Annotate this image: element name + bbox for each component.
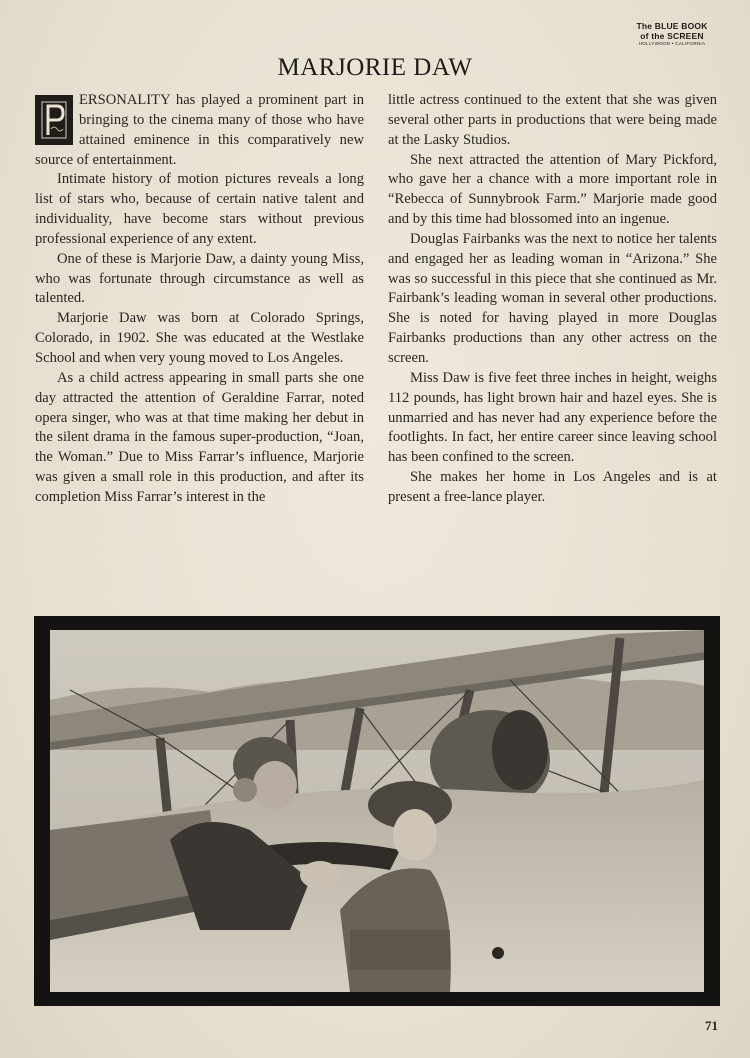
biplane-photo-icon: [50, 630, 704, 992]
masthead-logo: [632, 22, 712, 47]
paragraph: Marjorie Daw was born at Colorado Springs, Colorado, in 1902. She was educated at the Westlake School and when very young moved to Los Angeles.: [35, 310, 364, 366]
page-number: 71: [705, 1018, 718, 1033]
paragraph: As a child actress appearing in small parts she one day attracted the attention of Geraldine Farrar, noted opera singer, who was at that time making her debut in the silent drama in the famous super-production, “Joan, the Woman.” Due to Miss Farrar’s influence, Marjorie was given a small role in this production, and after its completion Miss Farrar’s interest in the: [35, 369, 364, 505]
masthead-line-2: of the SCREEN: [640, 30, 704, 41]
paragraph: She makes her home in Los Angeles and is at present a free-lance player.: [388, 469, 717, 505]
paragraph: Miss Daw is five feet three inches in height, weighs 112 pounds, has light brown hair and hazel eyes. She is unmarried and has never had any experience before the footlights. In fact, her entire career since leaving school has been confined to the screen.: [388, 369, 717, 466]
article-title: MARJORIE DAW: [277, 54, 473, 81]
paragraph: One of these is Marjorie Daw, a dainty young Miss, who was fortunate through circumstance as well as talented.: [35, 250, 364, 307]
masthead-line-1: The BLUE BOOK: [636, 21, 708, 31]
masthead-line-3: HOLLYWOOD • CALIFORNIA: [638, 41, 706, 46]
paragraph: little actress continued to the extent that she was given several other parts in productions that were being made at the Lasky Studios.: [388, 92, 717, 148]
right-column: [388, 91, 717, 508]
paragraph: Douglas Fairbanks was the next to notice her talents and engaged her as leading woman in “Arizona.” She was so successful in this piece that she continued as Mr. Fairbank’s leading woman in several other productions. She is noted for having played in more Douglas Fairbanks productions than any other actress on the screen.: [388, 230, 717, 366]
paragraph: Intimate history of motion pictures reveals a long list of stars who, because of certain native talent and individuality, have become stars without previous professional experience of any extent.: [35, 171, 364, 247]
drop-cap-p-icon: [35, 95, 73, 145]
paragraph: She next attracted the attention of Mary Pickford, who gave her a chance with a more important role in “Rebecca of Sunnybrook Farm.” Marjorie made good and by this time had blossomed into an ingenue.: [388, 151, 717, 228]
paragraph: ERSONALITY has played a prominent part in bringing to the cinema many of those who have attained eminence in this comparatively new source of entertainment.: [35, 92, 364, 168]
left-column: [35, 91, 364, 508]
photo-frame: [34, 616, 720, 1006]
